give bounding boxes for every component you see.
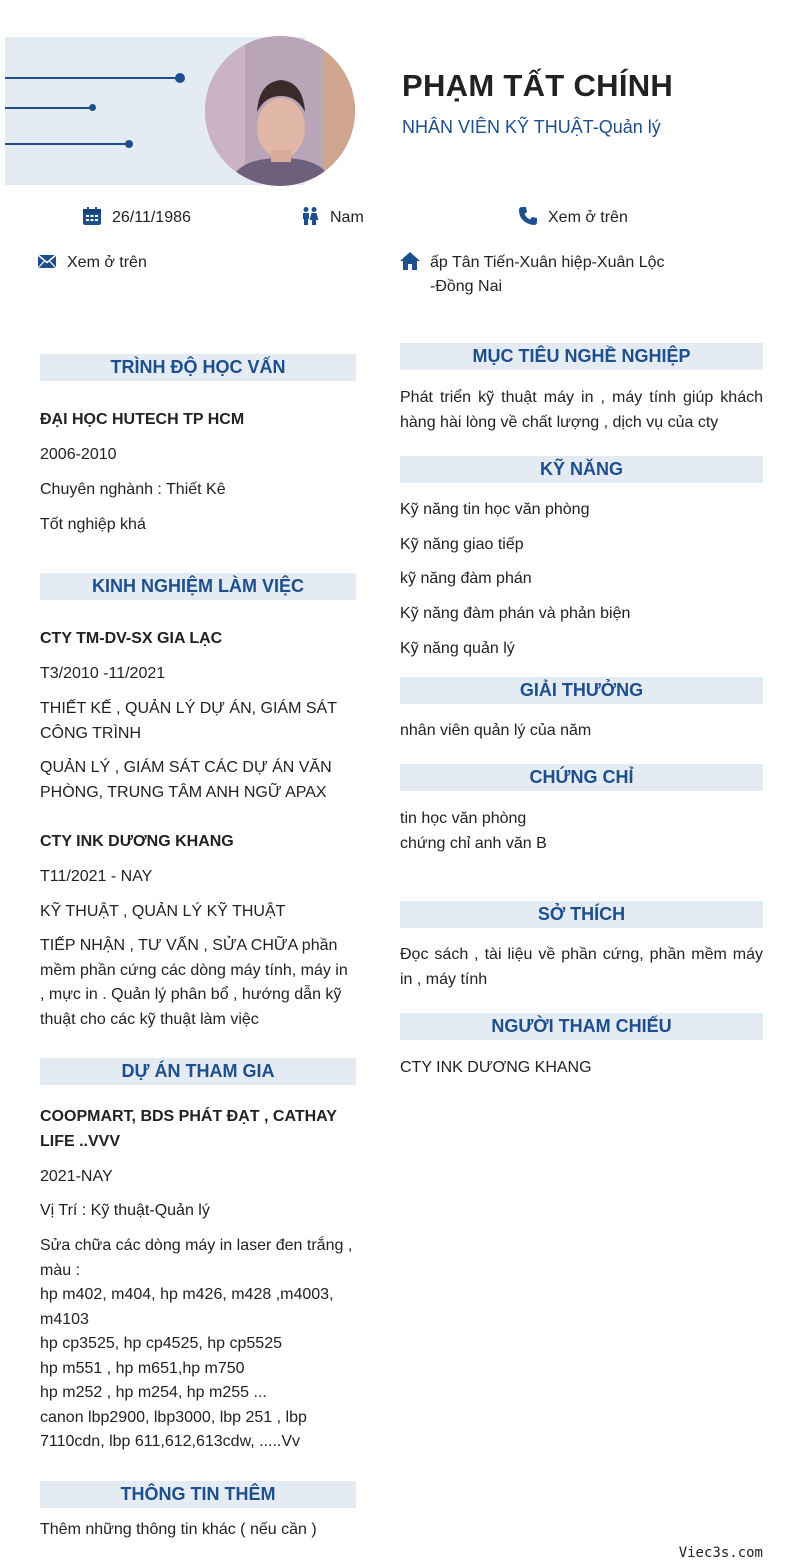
job-description: TIẾP NHẬN , TƯ VẤN , SỬA CHỮA phần mềm phần cứng các dòng máy tính, máy in , mực in . Quản lý phân bổ , hướng dẫn kỹ thuật cho các kỹ thuật làm việc — [40, 937, 348, 1028]
education-period: 2006-2010 — [40, 446, 117, 463]
hobbies-heading: SỞ THÍCH — [400, 901, 763, 928]
education-school: ĐẠI HỌC HUTECH TP HCM — [40, 411, 245, 428]
phone-value: Xem ở trên — [548, 209, 628, 226]
skills-heading: KỸ NĂNG — [400, 456, 763, 483]
skill-item: Kỹ năng đàm phán và phản biện — [400, 605, 631, 622]
decor-dot-bottom — [125, 140, 133, 148]
envelope-icon — [37, 251, 57, 271]
project-description: Sửa chữa các dòng máy in laser đen trắng , màu : hp m402, m404, hp m426, m428 ,m4003, m4103 hp cp3525, hp cp4525, hp cp5525 hp m551 , hp m651,hp m750 hp m252 , hp m254, hp m255 ... canon lbp2900, lbp3000, lbp 251 , lbp 7110cdn, lbp 611,612,613cdw, .....Vv — [40, 1237, 353, 1450]
references-heading: NGƯỜI THAM CHIẾU — [400, 1013, 763, 1040]
job-period: T11/2021 - NAY — [40, 868, 153, 885]
phone-info — [518, 206, 628, 230]
gender-icon — [300, 206, 320, 226]
gender-value: Nam — [330, 209, 364, 226]
decor-line-bottom — [5, 143, 129, 145]
avatar-portrait — [205, 36, 355, 186]
awards-heading: GIẢI THƯỞNG — [400, 677, 763, 704]
birthday-value: 26/11/1986 — [112, 209, 191, 226]
certificates-heading: CHỨNG CHỈ — [400, 764, 763, 791]
email-value: Xem ở trên — [67, 254, 147, 271]
avatar — [205, 36, 355, 186]
decor-line-middle — [5, 107, 93, 109]
experience-heading: KINH NGHIỆM LÀM VIỆC — [40, 573, 356, 600]
calendar-icon — [82, 206, 102, 226]
extra-info-text: Thêm những thông tin khác ( nếu cần ) — [40, 1521, 317, 1538]
project-name: COOPMART, BDS PHÁT ĐẠT , CATHAY LIFE ..VVV — [40, 1108, 337, 1150]
objective-heading: MỤC TIÊU NGHỀ NGHIỆP — [400, 343, 763, 370]
address-value: ấp Tân Tiến-Xuân hiệp-Xuân Lộc -Đồng Nai — [430, 254, 665, 295]
education-major: Chuyên nghành : Thiết Kê — [40, 481, 226, 498]
skill-item: Kỹ năng giao tiếp — [400, 536, 524, 553]
address-info — [400, 251, 665, 299]
objective-text: Phát triển kỹ thuật máy in , máy tính giúp khách hàng hài lòng về chất lượng , dịch vụ của cty — [400, 389, 763, 431]
job-company: CTY TM-DV-SX GIA LẠC — [40, 630, 223, 647]
extra-info-heading: THÔNG TIN THÊM — [40, 1481, 356, 1508]
projects-heading: DỰ ÁN THAM GIA — [40, 1058, 356, 1085]
candidate-job-title: NHÂN VIÊN KỸ THUẬT-Quản lý — [402, 117, 661, 137]
education-heading: TRÌNH ĐỘ HỌC VẤN — [40, 354, 356, 381]
candidate-name: PHẠM TẤT CHÍNH — [402, 68, 674, 103]
project-position: Vị Trí : Kỹ thuật-Quản lý — [40, 1202, 210, 1219]
job-description: QUẢN LÝ , GIÁM SÁT CÁC DỰ ÁN VĂN PHÒNG, TRUNG TÂM ANH NGỮ APAX — [40, 759, 332, 801]
awards-text: nhân viên quản lý của năm — [400, 722, 592, 739]
home-icon — [400, 251, 420, 271]
job-company: CTY INK DƯƠNG KHANG — [40, 833, 234, 850]
decor-dot-top — [175, 73, 185, 83]
education-result: Tốt nghiệp khá — [40, 516, 146, 533]
decor-line-top — [5, 77, 180, 79]
decor-dot-middle — [89, 104, 96, 111]
job-period: T3/2010 -11/2021 — [40, 665, 166, 682]
birthday-info — [82, 206, 191, 230]
certificates-text: tin học văn phòng chứng chỉ anh văn B — [400, 810, 547, 852]
gender-info — [300, 206, 364, 230]
project-period: 2021-NAY — [40, 1168, 113, 1185]
job-role: KỸ THUẬT , QUẢN LÝ KỸ THUẬT — [40, 903, 286, 920]
hobbies-text: Đọc sách , tài liệu về phần cứng, phần mềm máy in , máy tính — [400, 946, 763, 988]
site-watermark: Viec3s.com — [678, 1545, 763, 1561]
skill-item: Kỹ năng quản lý — [400, 640, 515, 657]
email-info — [37, 251, 147, 275]
skill-item: Kỹ năng tin học văn phòng — [400, 501, 590, 518]
references-text: CTY INK DƯƠNG KHANG — [400, 1059, 592, 1076]
job-role: THIẾT KẾ , QUẢN LÝ DỰ ÁN, GIÁM SÁT CÔNG TRÌNH — [40, 700, 337, 742]
skill-item: kỹ năng đàm phán — [400, 570, 532, 587]
phone-icon — [518, 206, 538, 226]
